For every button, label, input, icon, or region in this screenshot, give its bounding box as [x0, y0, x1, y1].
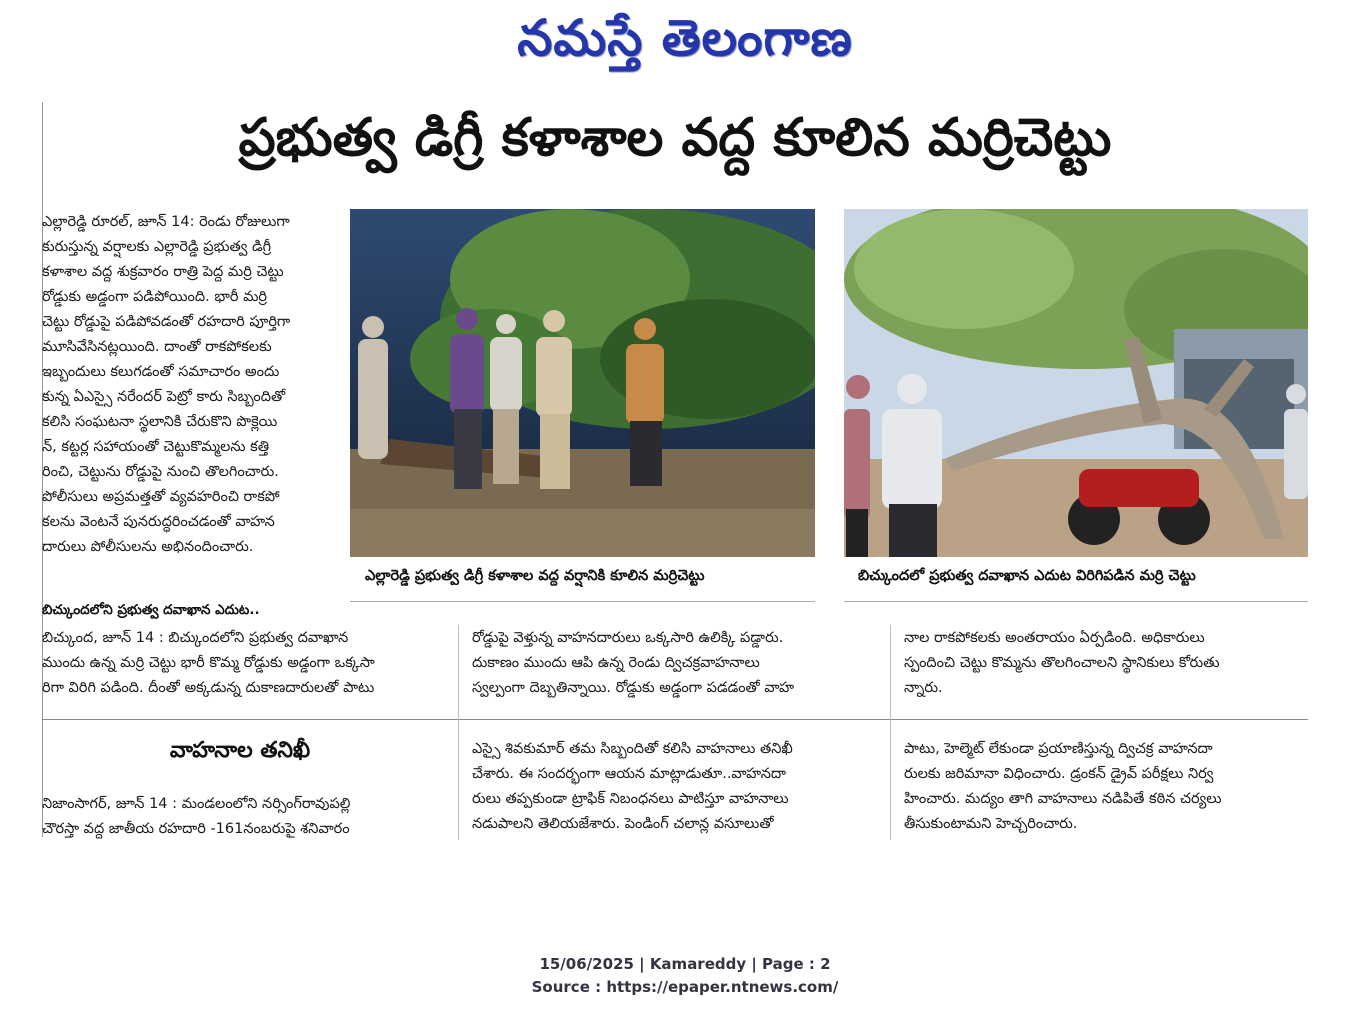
photo1-caption: ఎల్లారెడ్డి ప్రభుత్వ డిగ్రీ కళాశాల వద్ద వర్షానికి కూలిన మర్రిచెట్టు: [365, 568, 705, 584]
story-separator: [42, 719, 1308, 720]
story1-lines-line: పోలీసులు అప్రమత్తతో వ్యవహరించి రాకపో: [42, 489, 280, 505]
story2-col1: [42, 626, 444, 701]
story2-col2: [472, 626, 876, 701]
story1-lines-line: కలిసి సంఘటనా స్థలానికి చేరుకొని పొక్లెయి: [42, 414, 278, 430]
column-rule-1: [458, 625, 459, 840]
story3-col2-line: ఎస్సై శివకుమార్ తమ సిబ్బందితో కలిసి వాహనాలు తనిఖీ: [472, 741, 793, 757]
caption-underline-1: [350, 601, 815, 602]
story1-lines-line: రించి, చెట్టును రోడ్డుపై నుంచి తొలగించారు.: [42, 464, 279, 480]
story2-col3-line: నాల రాకపోకలకు అంతరాయం ఏర్పడింది. అధికారులు: [904, 630, 1205, 646]
story3-col3-line: హించారు. మద్యం తాగి వాహనాలు నడిపితే కఠిన చర్యలు: [904, 791, 1222, 807]
story3-title: వాహనాల తనిఖీ: [169, 738, 311, 763]
story1-lines-line: దారులు పోలీసులను అభినందించారు.: [42, 539, 254, 555]
story3-col3: [904, 737, 1308, 837]
story2-col2-line: స్వల్పంగా దెబ్బతిన్నాయి. రోడ్డుకు అడ్డంగా పడడంతో వాహ: [472, 680, 795, 696]
story3-col2-line: రులు తప్పకుండా ట్రాఫిక్ నిబంధనలు పాటిస్తూ వాహనాలు: [472, 791, 789, 807]
story3-col1: [42, 792, 444, 842]
story3-col3-line: పాటు, హెల్మెట్ లేకుండా ప్రయాణిస్తున్న ద్విచక్ర వాహనదా: [904, 741, 1213, 757]
story3-col2: [472, 737, 876, 837]
story3-col1-line: చౌరస్తా వద్ద జాతీయ రహదారి -161నంబరుపై శనివారం: [42, 821, 350, 837]
column-rule-2: [890, 625, 891, 840]
story2-col3-line: స్పందించి చెట్టు కొమ్మను తొలగించాలని స్థానికులు కోరుతు: [904, 655, 1220, 671]
masthead-logo: నమస్తే తెలంగాణ: [517, 8, 853, 67]
story2-col1-line: రిగా విరిగి పడింది. దీంతో అక్కడున్న దుకాణదారులతో పాటు: [42, 680, 375, 696]
photo2-caption: బిచ్కుందలో ప్రభుత్వ దవాఖాన ఎదుట విరిగిపడిన మర్రి చెట్టు: [858, 568, 1196, 584]
story1-lines-line: మూసివేసినట్లయింది. దాంతో రాకపోకలకు: [42, 339, 272, 355]
story1-lines-line: ఎల్లారెడ్డి రూరల్, జూన్ 14: రెండు రోజులుగా: [42, 214, 290, 230]
story1-lines-line: కురుస్తున్న వర్షాలకు ఎల్లారెడ్డి ప్రభుత్వ డిగ్రీ: [42, 239, 272, 255]
story1-text: [42, 210, 342, 560]
story2-col1-line: ముందు ఉన్న మర్రి చెట్టు భారీ కొమ్మ రోడ్డుకు అడ్డంగా ఒక్కసా: [42, 655, 375, 671]
story2-col3-line: న్నారు.: [904, 680, 943, 696]
story1-lines-line: చెట్టు రోడ్డుపై పడిపోవడంతో రహదారి పూర్తిగా: [42, 314, 291, 330]
story3-col3-line: తీసుకుంటామని హెచ్చరించారు.: [904, 816, 1078, 832]
story2-col2-line: దుకాణం ముందు ఆపి ఉన్న రెండు ద్విచక్రవాహనాలు: [472, 655, 760, 671]
headline: ప్రభుత్వ డిగ్రీ కళాశాల వద్ద కూలిన మర్రిచెట్టు: [238, 108, 1112, 168]
story3-col1-line: నిజాంసాగర్, జూన్ 14 : మండలంలోని నర్సింగ్‌రావుపల్లి: [42, 796, 351, 812]
story1-lines-line: రోడ్డుకు అడ్డంగా పడిపోయింది. భారీ మర్రి: [42, 289, 268, 305]
story3-col2-line: నడుపాలని తెలియజేశారు. పెండింగ్ చలాన్ల వసూలుతో: [472, 816, 774, 832]
story2-col2-line: రోడ్డుపై వెళ్తున్న వాహనదారులు ఒక్కసారి ఉలిక్కి పడ్డారు.: [472, 630, 784, 646]
photo-fallen-tree-night: [350, 209, 815, 557]
story1-lines-line: కళాశాల వద్ద శుక్రవారం రాత్రి పెద్ద మర్రి చెట్టు: [42, 264, 284, 280]
story1-lines-line: ఇబ్బందులు కలుగడంతో సమాచారం అందు: [42, 364, 280, 380]
story1-lines-line: న్, కట్టర్ల సహాయంతో చెట్టుకొమ్మలను కత్తి: [42, 439, 270, 455]
story3-col3-line: రులకు జరిమానా విధించారు. డ్రంకన్ డ్రైవ్ పరీక్షలు నిర్వ: [904, 766, 1214, 782]
story2-subhead: బిచ్కుందలోని ప్రభుత్వ దవాఖాన ఎదుట..: [42, 602, 260, 618]
photo-broken-branch-day: [844, 209, 1308, 557]
caption-underline-2: [844, 601, 1308, 602]
story3-col2-line: చేశారు. ఈ సందర్భంగా ఆయన మాట్లాడుతూ..వాహనదా: [472, 766, 786, 782]
story2-col3: [904, 626, 1308, 701]
footer-source-link[interactable]: Source : https://epaper.ntnews.com/: [531, 978, 839, 996]
story1-lines-line: కలను వెంటనే పునరుద్ధరించడంతో వాహన: [42, 514, 275, 530]
story1-lines-line: కున్న ఏఎస్సై నరేందర్ పెట్రో కారు సిబ్బందితో: [42, 389, 286, 405]
story2-col1-line: బిచ్కుంద, జూన్ 14 : బిచ్కుందలోని ప్రభుత్వ దవాఖాన: [42, 630, 349, 646]
footer-date-page: 15/06/2025 | Kamareddy | Page : 2: [539, 955, 831, 973]
